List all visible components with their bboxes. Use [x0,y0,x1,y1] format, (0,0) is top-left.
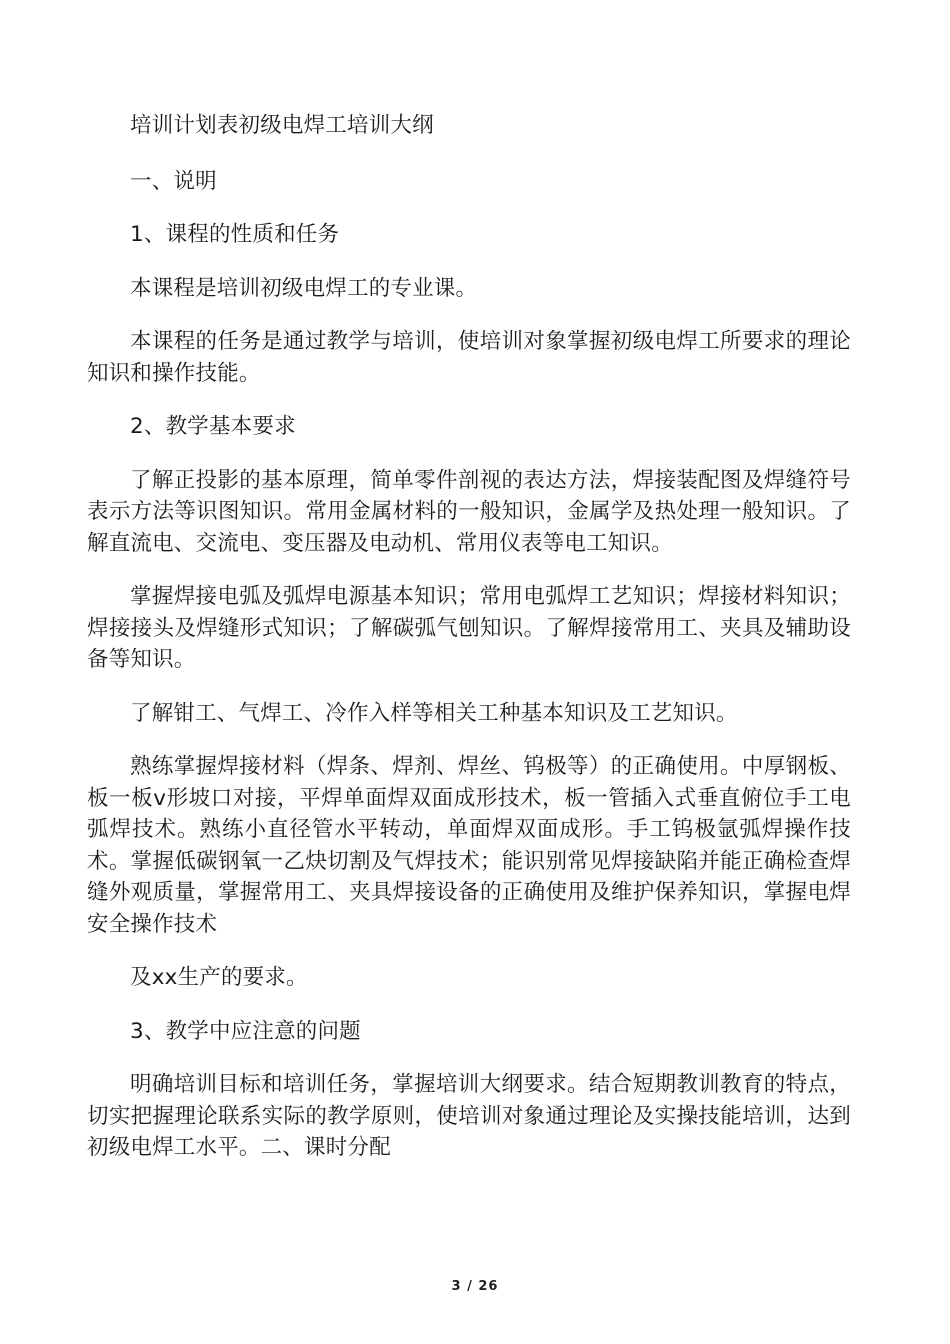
paragraph-course-task: 本课程的任务是通过教学与培训，使培训对象掌握初级电焊工所要求的理论知识和操作技能。 [87,329,851,386]
paragraph-welding-knowledge: 掌握焊接电弧及弧焊电源基本知识；常用电弧焊工艺知识；焊接材料知识；焊接接头及焊缝形式知识；了解碳弧气刨知识。了解焊接常用工、夹具及辅助设备等知识。 [87,584,851,672]
subsection-heading-course-nature: 1、课程的性质和任务 [130,222,340,247]
paragraph-drawing-knowledge: 了解正投影的基本原理，简单零件剖视的表达方法，焊接装配图及焊缝符号表示方法等识图知识。常用金属材料的一般知识，金属学及热处理一般知识。了解直流电、交流电、变压器及电动机、常用仪表等电工知识。 [87,467,851,556]
paragraph-training-goals: 明确培训目标和培训任务，掌握培训大纲要求。结合短期教训教育的特点，切实把握理论联系实际的教学原则，使培训对象通过理论及实操技能培训，达到初级电焊工水平。二、课时分配 [87,1072,851,1160]
paragraph-production-requirements: 及xx生产的要求。 [130,965,308,990]
paragraph-course-description: 本课程是培训初级电焊工的专业课。 [130,275,478,301]
paragraph-related-trades: 了解钳工、气焊工、冷作入样等相关工种基本知识及工艺知识。 [130,700,738,726]
subsection-heading-teaching-requirements: 2、教学基本要求 [130,414,296,439]
subsection-heading-teaching-notes: 3、教学中应注意的问题 [130,1018,361,1044]
page-number: 3 / 26 [451,1279,499,1294]
document-body [87,110,851,1186]
paragraph-practical-skills: 熟练掌握焊接材料（焊条、焊剂、焊丝、钨极等）的正确使用。中厚钢板、板一板v形坡口对接，平焊单面焊双面成形技术，板一管插入式垂直俯位手工电弧焊技术。熟练小直径管水平转动，单面焊双面成形。手工钨极氩弧焊操作技术。掌握低碳钢氧一乙炔切割及气焊技术；能识别常见焊接缺陷并能正确检查焊缝外观质量，掌握常用工、夹具焊接设备的正确使用及维护保养知识，掌握电焊安全操作技术 [87,754,851,937]
section-heading-explanation: 一、说明 [130,168,217,194]
document-title: 培训计划表初级电焊工培训大纲 [130,113,434,138]
